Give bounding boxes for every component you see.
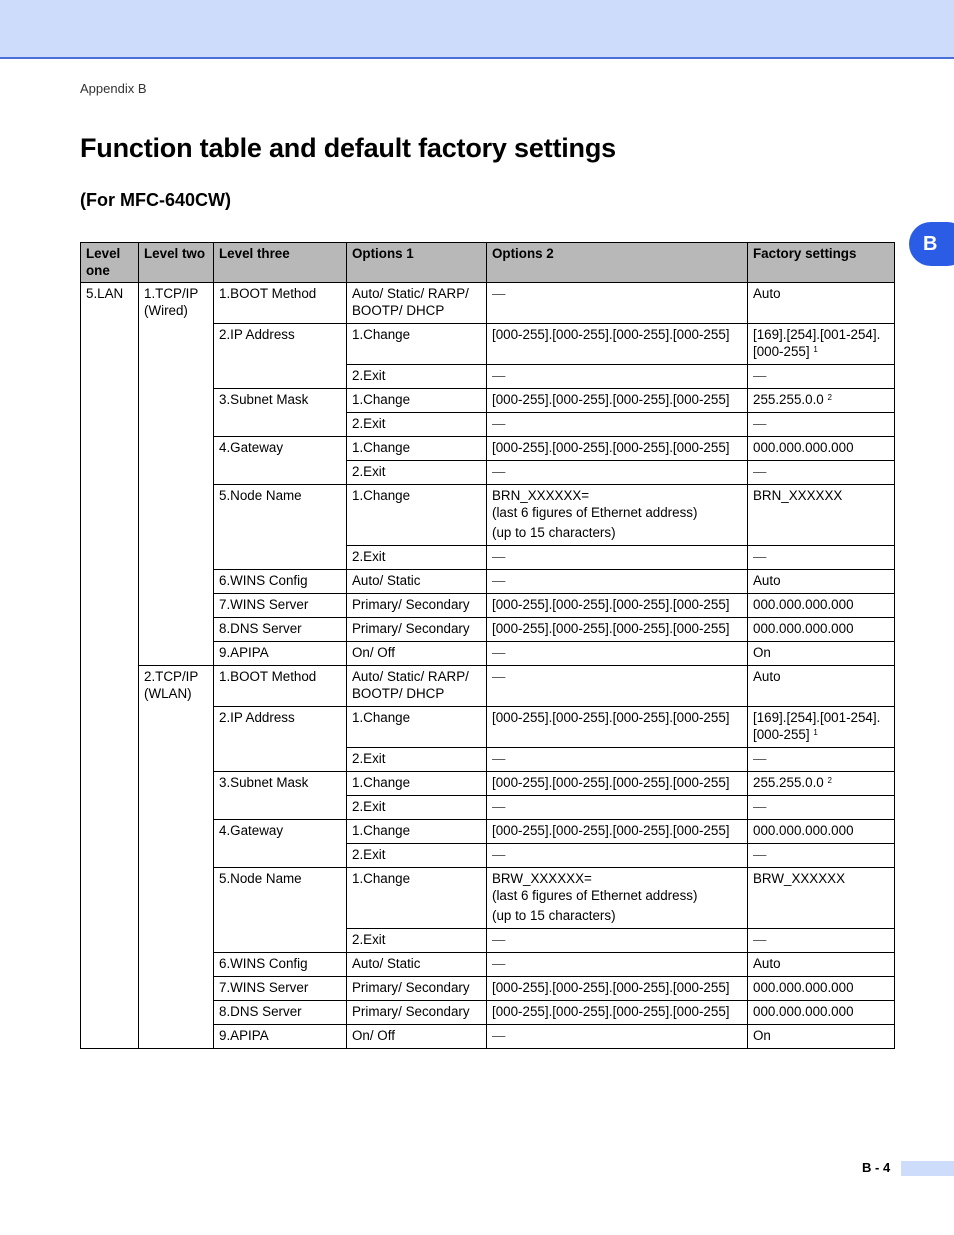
- options-1-cell: On/ Off: [347, 642, 487, 666]
- page-title: Function table and default factory settings: [80, 133, 616, 163]
- factory-cell: 000.000.000.000: [748, 820, 895, 844]
- options-1-cell: Primary/ Secondary: [347, 977, 487, 1001]
- options-2-cell: —: [487, 283, 748, 324]
- options-2-cell: —: [487, 748, 748, 772]
- footnote-ref: 1: [813, 728, 818, 737]
- options-2-cell: —: [487, 365, 748, 389]
- options-1-cell: 1.Change: [347, 437, 487, 461]
- options-2-cell: [000-255].[000-255].[000-255].[000-255]: [487, 820, 748, 844]
- level-three-cell: 3.Subnet Mask: [214, 389, 347, 437]
- options-2-cell: —: [487, 844, 748, 868]
- factory-cell: [748, 324, 895, 365]
- factory-value: 255.255.0.0: [753, 392, 824, 407]
- factory-cell: —: [748, 929, 895, 953]
- factory-cell: [748, 389, 895, 413]
- options-1-cell: 2.Exit: [347, 748, 487, 772]
- node-name-note: (last 6 figures of Ethernet address): [492, 888, 698, 903]
- options-1-cell: 2.Exit: [347, 365, 487, 389]
- level-three-cell: 4.Gateway: [214, 820, 347, 868]
- options-2-cell: [487, 485, 748, 546]
- options-2-cell: —: [487, 929, 748, 953]
- options-2-cell: —: [487, 413, 748, 437]
- header-level-one: Level one: [81, 243, 139, 283]
- factory-cell: —: [748, 461, 895, 485]
- factory-cell: 000.000.000.000: [748, 437, 895, 461]
- header-factory-settings: Factory settings: [748, 243, 895, 283]
- options-2-cell: [000-255].[000-255].[000-255].[000-255]: [487, 772, 748, 796]
- level-three-cell: 2.IP Address: [214, 324, 347, 389]
- table-row: [81, 283, 895, 324]
- page-number: B - 4: [862, 1160, 891, 1175]
- factory-cell: [748, 707, 895, 748]
- footnote-ref: 1: [813, 345, 818, 354]
- footnote-ref: 2: [827, 393, 832, 402]
- factory-value: 255.255.0.0: [753, 775, 824, 790]
- factory-cell: —: [748, 844, 895, 868]
- options-2-cell: —: [487, 1025, 748, 1049]
- node-name-format: BRN_XXXXXX=: [492, 488, 590, 503]
- table-row: [81, 666, 895, 707]
- level-three-cell: 5.Node Name: [214, 868, 347, 953]
- footnote-ref: 2: [827, 776, 832, 785]
- options-1-cell: 1.Change: [347, 707, 487, 748]
- factory-cell: 000.000.000.000: [748, 618, 895, 642]
- factory-cell: Auto: [748, 570, 895, 594]
- factory-cell: 000.000.000.000: [748, 594, 895, 618]
- factory-cell: On: [748, 642, 895, 666]
- level-three-cell: 3.Subnet Mask: [214, 772, 347, 820]
- level-two-cell: 1.TCP/IP (Wired): [139, 283, 214, 666]
- options-2-cell: —: [487, 642, 748, 666]
- section-title: (For MFC-640CW): [80, 190, 231, 210]
- factory-cell: —: [748, 796, 895, 820]
- level-three-cell: 2.IP Address: [214, 707, 347, 772]
- header-level-three: Level three: [214, 243, 347, 283]
- options-2-cell: [000-255].[000-255].[000-255].[000-255]: [487, 618, 748, 642]
- factory-cell: —: [748, 546, 895, 570]
- options-2-cell: —: [487, 546, 748, 570]
- top-header-band: [0, 0, 954, 59]
- level-one-cell: 5.LAN: [81, 283, 139, 1049]
- factory-cell: Auto: [748, 666, 895, 707]
- options-1-cell: Primary/ Secondary: [347, 618, 487, 642]
- node-name-limit: (up to 15 characters): [492, 908, 616, 923]
- factory-cell: BRW_XXXXXX: [748, 868, 895, 929]
- node-name-limit: (up to 15 characters): [492, 525, 616, 540]
- factory-value: [169].[254].[001-254].[000-255]: [753, 710, 881, 742]
- options-1-cell: 1.Change: [347, 772, 487, 796]
- level-three-cell: 1.BOOT Method: [214, 666, 347, 707]
- level-two-cell: 2.TCP/IP (WLAN): [139, 666, 214, 1049]
- level-three-cell: 6.WINS Config: [214, 570, 347, 594]
- header-options-2: Options 2: [487, 243, 748, 283]
- level-three-cell: 8.DNS Server: [214, 618, 347, 642]
- level-three-cell: 8.DNS Server: [214, 1001, 347, 1025]
- factory-cell: —: [748, 413, 895, 437]
- options-2-cell: —: [487, 796, 748, 820]
- options-2-cell: [000-255].[000-255].[000-255].[000-255]: [487, 1001, 748, 1025]
- options-1-cell: 1.Change: [347, 485, 487, 546]
- function-table: [80, 242, 895, 1049]
- options-2-cell: —: [487, 666, 748, 707]
- factory-cell: On: [748, 1025, 895, 1049]
- level-three-cell: 9.APIPA: [214, 1025, 347, 1049]
- running-header: Appendix B: [80, 81, 147, 96]
- footer-bar: [901, 1161, 954, 1176]
- level-three-cell: 1.BOOT Method: [214, 283, 347, 324]
- options-1-cell: 2.Exit: [347, 929, 487, 953]
- options-2-cell: [000-255].[000-255].[000-255].[000-255]: [487, 594, 748, 618]
- factory-cell: Auto: [748, 283, 895, 324]
- options-2-cell: [000-255].[000-255].[000-255].[000-255]: [487, 977, 748, 1001]
- table-header-row: [81, 243, 895, 283]
- options-1-cell: 1.Change: [347, 820, 487, 844]
- chapter-tab: B: [909, 222, 954, 266]
- options-1-cell: 1.Change: [347, 389, 487, 413]
- factory-cell: 000.000.000.000: [748, 1001, 895, 1025]
- options-1-cell: Auto/ Static: [347, 570, 487, 594]
- options-2-cell: —: [487, 570, 748, 594]
- node-name-format: BRW_XXXXXX=: [492, 871, 592, 886]
- options-1-cell: Auto/ Static/ RARP/ BOOTP/ DHCP: [347, 283, 487, 324]
- factory-cell: Auto: [748, 953, 895, 977]
- options-2-cell: —: [487, 461, 748, 485]
- options-2-cell: [000-255].[000-255].[000-255].[000-255]: [487, 324, 748, 365]
- options-2-cell: [000-255].[000-255].[000-255].[000-255]: [487, 437, 748, 461]
- options-1-cell: Primary/ Secondary: [347, 594, 487, 618]
- factory-cell: BRN_XXXXXX: [748, 485, 895, 546]
- options-1-cell: 2.Exit: [347, 546, 487, 570]
- factory-cell: —: [748, 748, 895, 772]
- level-three-cell: 4.Gateway: [214, 437, 347, 485]
- node-name-note: (last 6 figures of Ethernet address): [492, 505, 698, 520]
- header-level-two: Level two: [139, 243, 214, 283]
- options-1-cell: 2.Exit: [347, 796, 487, 820]
- factory-cell: 000.000.000.000: [748, 977, 895, 1001]
- options-2-cell: [487, 868, 748, 929]
- options-1-cell: Auto/ Static/ RARP/ BOOTP/ DHCP: [347, 666, 487, 707]
- options-1-cell: 2.Exit: [347, 461, 487, 485]
- factory-cell: [748, 772, 895, 796]
- options-1-cell: Primary/ Secondary: [347, 1001, 487, 1025]
- options-1-cell: Auto/ Static: [347, 953, 487, 977]
- options-1-cell: 2.Exit: [347, 844, 487, 868]
- options-1-cell: 1.Change: [347, 868, 487, 929]
- options-1-cell: On/ Off: [347, 1025, 487, 1049]
- level-three-cell: 6.WINS Config: [214, 953, 347, 977]
- level-three-cell: 7.WINS Server: [214, 977, 347, 1001]
- level-three-cell: 7.WINS Server: [214, 594, 347, 618]
- header-options-1: Options 1: [347, 243, 487, 283]
- options-2-cell: —: [487, 953, 748, 977]
- options-1-cell: 2.Exit: [347, 413, 487, 437]
- options-2-cell: [000-255].[000-255].[000-255].[000-255]: [487, 389, 748, 413]
- level-three-cell: 9.APIPA: [214, 642, 347, 666]
- options-1-cell: 1.Change: [347, 324, 487, 365]
- options-2-cell: [000-255].[000-255].[000-255].[000-255]: [487, 707, 748, 748]
- factory-value: [169].[254].[001-254].[000-255]: [753, 327, 881, 359]
- factory-cell: —: [748, 365, 895, 389]
- level-three-cell: 5.Node Name: [214, 485, 347, 570]
